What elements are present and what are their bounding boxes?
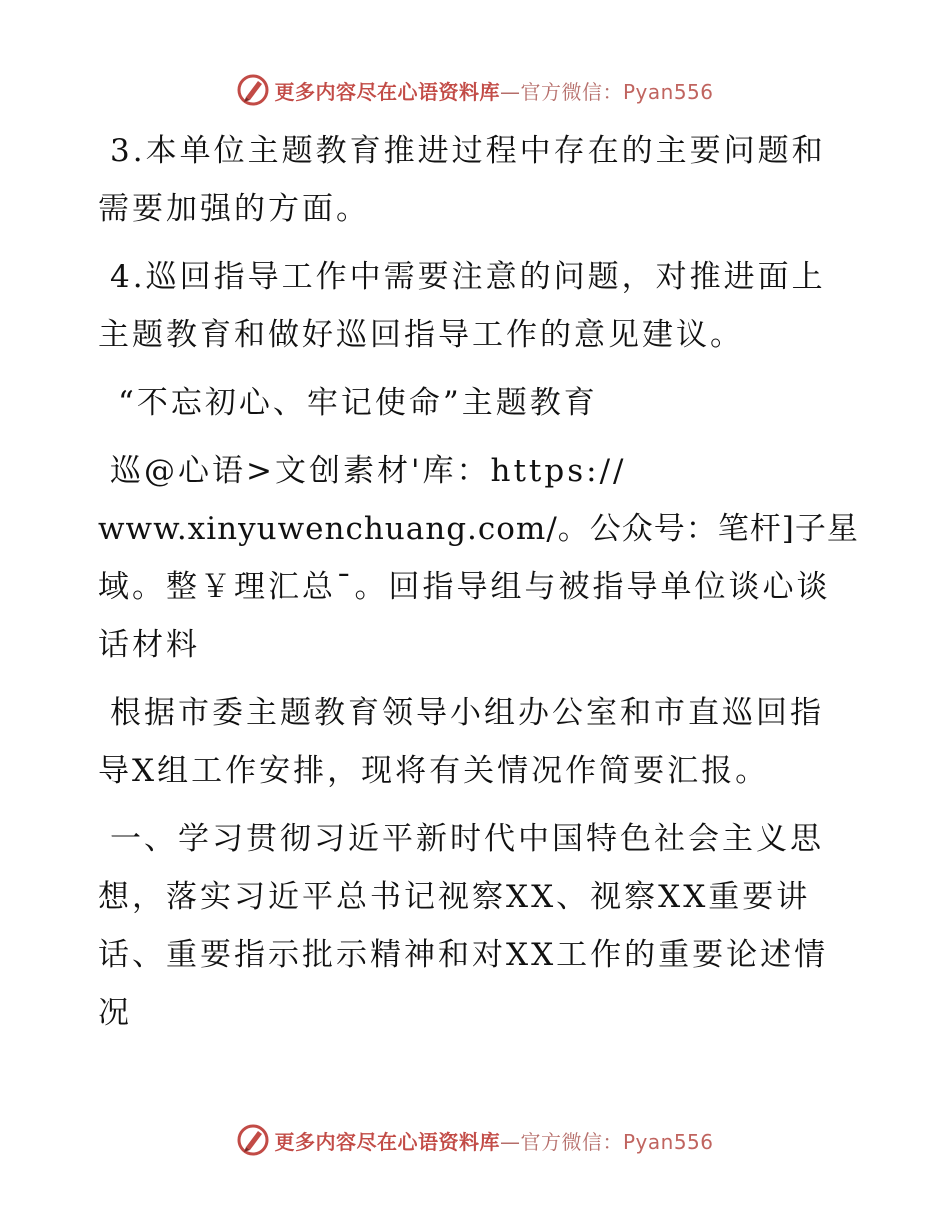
text-line: 巡@心语>文创素材'库：https://: [110, 453, 627, 489]
text-line: 域。整￥理汇总¯。回指导组与被指导单位谈心谈: [98, 569, 831, 605]
text-line: 况: [98, 995, 132, 1031]
text-line: “不忘初心、牢记使命”主题教育: [118, 385, 598, 421]
paragraph-item-3: [98, 122, 838, 238]
text-line: 导X组工作安排，现将有关情况作简要汇报。: [98, 753, 770, 789]
text-line: 需要加强的方面。: [98, 191, 370, 227]
text-line: 话、重要指示批示精神和对XX工作的重要论述情: [98, 937, 829, 973]
watermark-main: 更多内容尽在心语资料库: [274, 1129, 500, 1154]
text-line: 主题教育和做好巡回指导工作的意见建议。: [98, 317, 744, 353]
text-line: 根据市委主题教育领导小组办公室和市直巡回指: [110, 695, 824, 731]
text-line: 话材料: [98, 627, 200, 663]
paragraph-item-4: [98, 248, 838, 364]
paragraph-section-one: [98, 810, 838, 1042]
watermark-main: 更多内容尽在心语资料库: [274, 79, 500, 104]
pen-logo-icon: [236, 1123, 270, 1157]
header-watermark-banner: [0, 68, 950, 112]
text-line: 一、学习贯彻习近平新时代中国特色社会主义思: [110, 821, 824, 857]
watermark-dash: —官方微信：: [499, 79, 623, 104]
text-line: 4.巡回指导工作中需要注意的问题，对推进面上: [110, 259, 826, 295]
text-line: www.xinyuwenchuang.com/。公众号：笔杆]子星: [98, 511, 859, 547]
footer-watermark-banner: [0, 1118, 950, 1162]
text-line: 3.本单位主题教育推进过程中存在的主要问题和: [110, 133, 826, 169]
document-body: [98, 122, 859, 1052]
watermark-dash: —官方微信：: [499, 1129, 623, 1154]
paragraph-intro: [98, 684, 838, 800]
watermark-text: [274, 1126, 713, 1155]
text-line: 想，落实习近平总书记视察XX、视察XX重要讲: [98, 879, 811, 915]
watermark-text: [274, 76, 713, 105]
watermark-id: Pyan556: [622, 79, 714, 104]
paragraph-source-note: [98, 442, 859, 674]
watermark-id: Pyan556: [622, 1129, 714, 1154]
pen-logo-icon: [236, 73, 270, 107]
paragraph-subtitle: [98, 374, 838, 432]
